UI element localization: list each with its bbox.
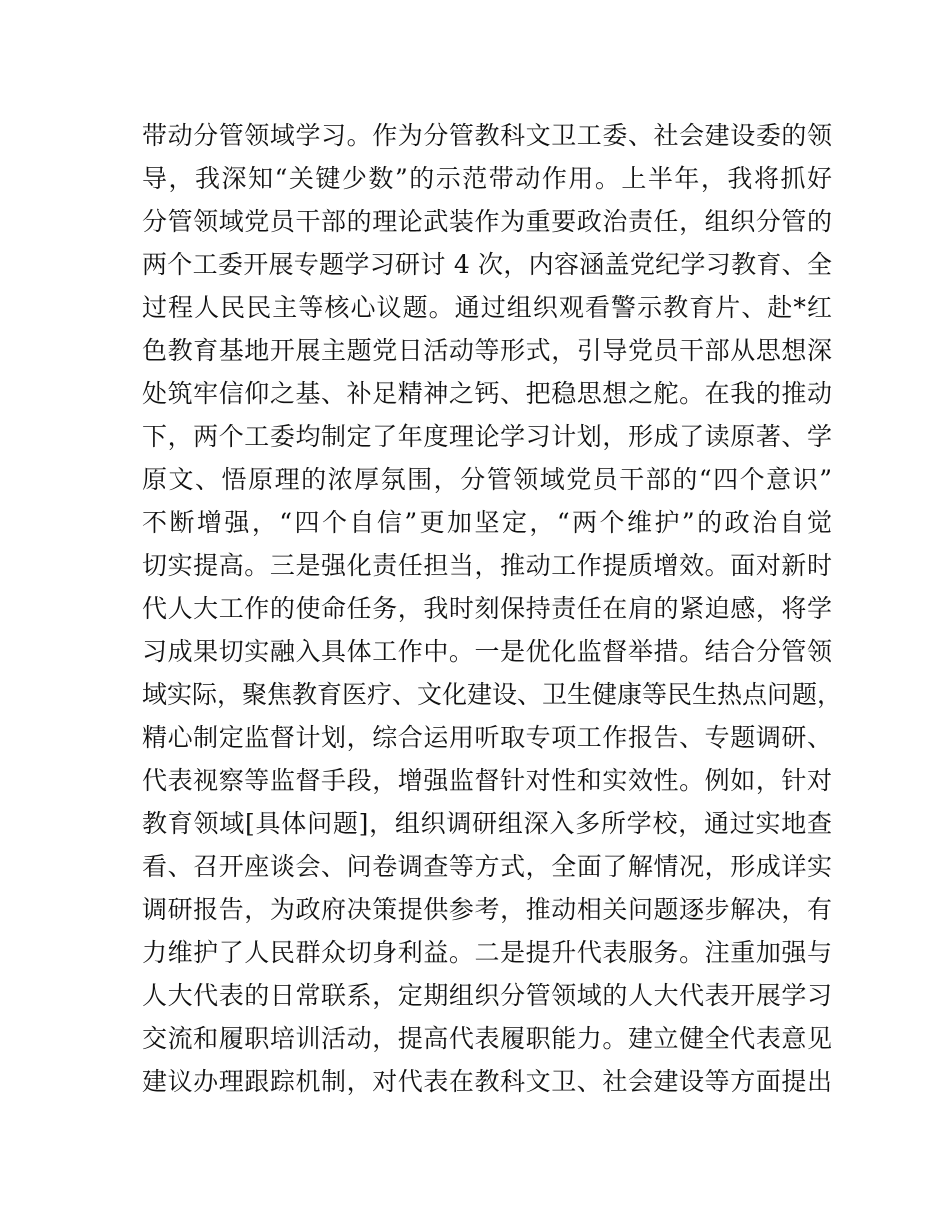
text-line: 调研报告，为政府决策提供参考，推动相关问题逐步解决，有 — [142, 895, 832, 924]
text-line: 代人大工作的使命任务，我时刻保持责任在肩的紧迫感，将学 — [142, 594, 832, 623]
text-line: 原文、悟原理的浓厚氛围，分管领域党员干部的“四个意识” — [142, 465, 832, 494]
text-line: 过程人民民主等核心议题。通过组织观看警示教育片、赴*红 — [142, 293, 832, 322]
text-line: 两个工委开展专题学习研讨 4 次，内容涵盖党纪学习教育、全 — [142, 250, 832, 279]
text-line: 建议办理跟踪机制，对代表在教科文卫、社会建设等方面提出 — [142, 1067, 832, 1096]
text-line: 导，我深知“关键少数”的示范带动作用。上半年，我将抓好 — [142, 164, 832, 193]
text-line: 人大代表的日常联系，定期组织分管领域的人大代表开展学习 — [142, 981, 832, 1010]
text-line: 域实际，聚焦教育医疗、文化建设、卫生健康等民生热点问题， — [142, 680, 843, 709]
text-line: 切实提高。三是强化责任担当，推动工作提质增效。面对新时 — [142, 551, 832, 580]
body-text — [142, 114, 843, 1103]
text-line: 代表视察等监督手段，增强监督针对性和实效性。例如，针对 — [142, 766, 832, 795]
text-line: 处筑牢信仰之基、补足精神之钙、把稳思想之舵。在我的推动 — [142, 379, 832, 408]
text-line: 分管领域党员干部的理论武装作为重要政治责任，组织分管的 — [142, 207, 832, 236]
text-line: 力维护了人民群众切身利益。二是提升代表服务。注重加强与 — [142, 938, 832, 967]
text-line: 带动分管领域学习。作为分管教科文卫工委、社会建设委的领 — [142, 121, 832, 150]
text-line: 不断增强，“四个自信”更加坚定，“两个维护”的政治自觉 — [142, 508, 832, 537]
text-line: 交流和履职培训活动，提高代表履职能力。建立健全代表意见 — [142, 1024, 832, 1053]
text-line: 色教育基地开展主题党日活动等形式，引导党员干部从思想深 — [142, 336, 832, 365]
text-line: 习成果切实融入具体工作中。一是优化监督举措。结合分管领 — [142, 637, 832, 666]
text-line: 下，两个工委均制定了年度理论学习计划，形成了读原著、学 — [142, 422, 832, 451]
text-line: 精心制定监督计划，综合运用听取专项工作报告、专题调研、 — [142, 723, 832, 752]
text-line: 教育领域[具体问题]，组织调研组深入多所学校，通过实地查 — [142, 809, 832, 838]
text-line: 看、召开座谈会、问卷调查等方式，全面了解情况，形成详实 — [142, 852, 832, 881]
